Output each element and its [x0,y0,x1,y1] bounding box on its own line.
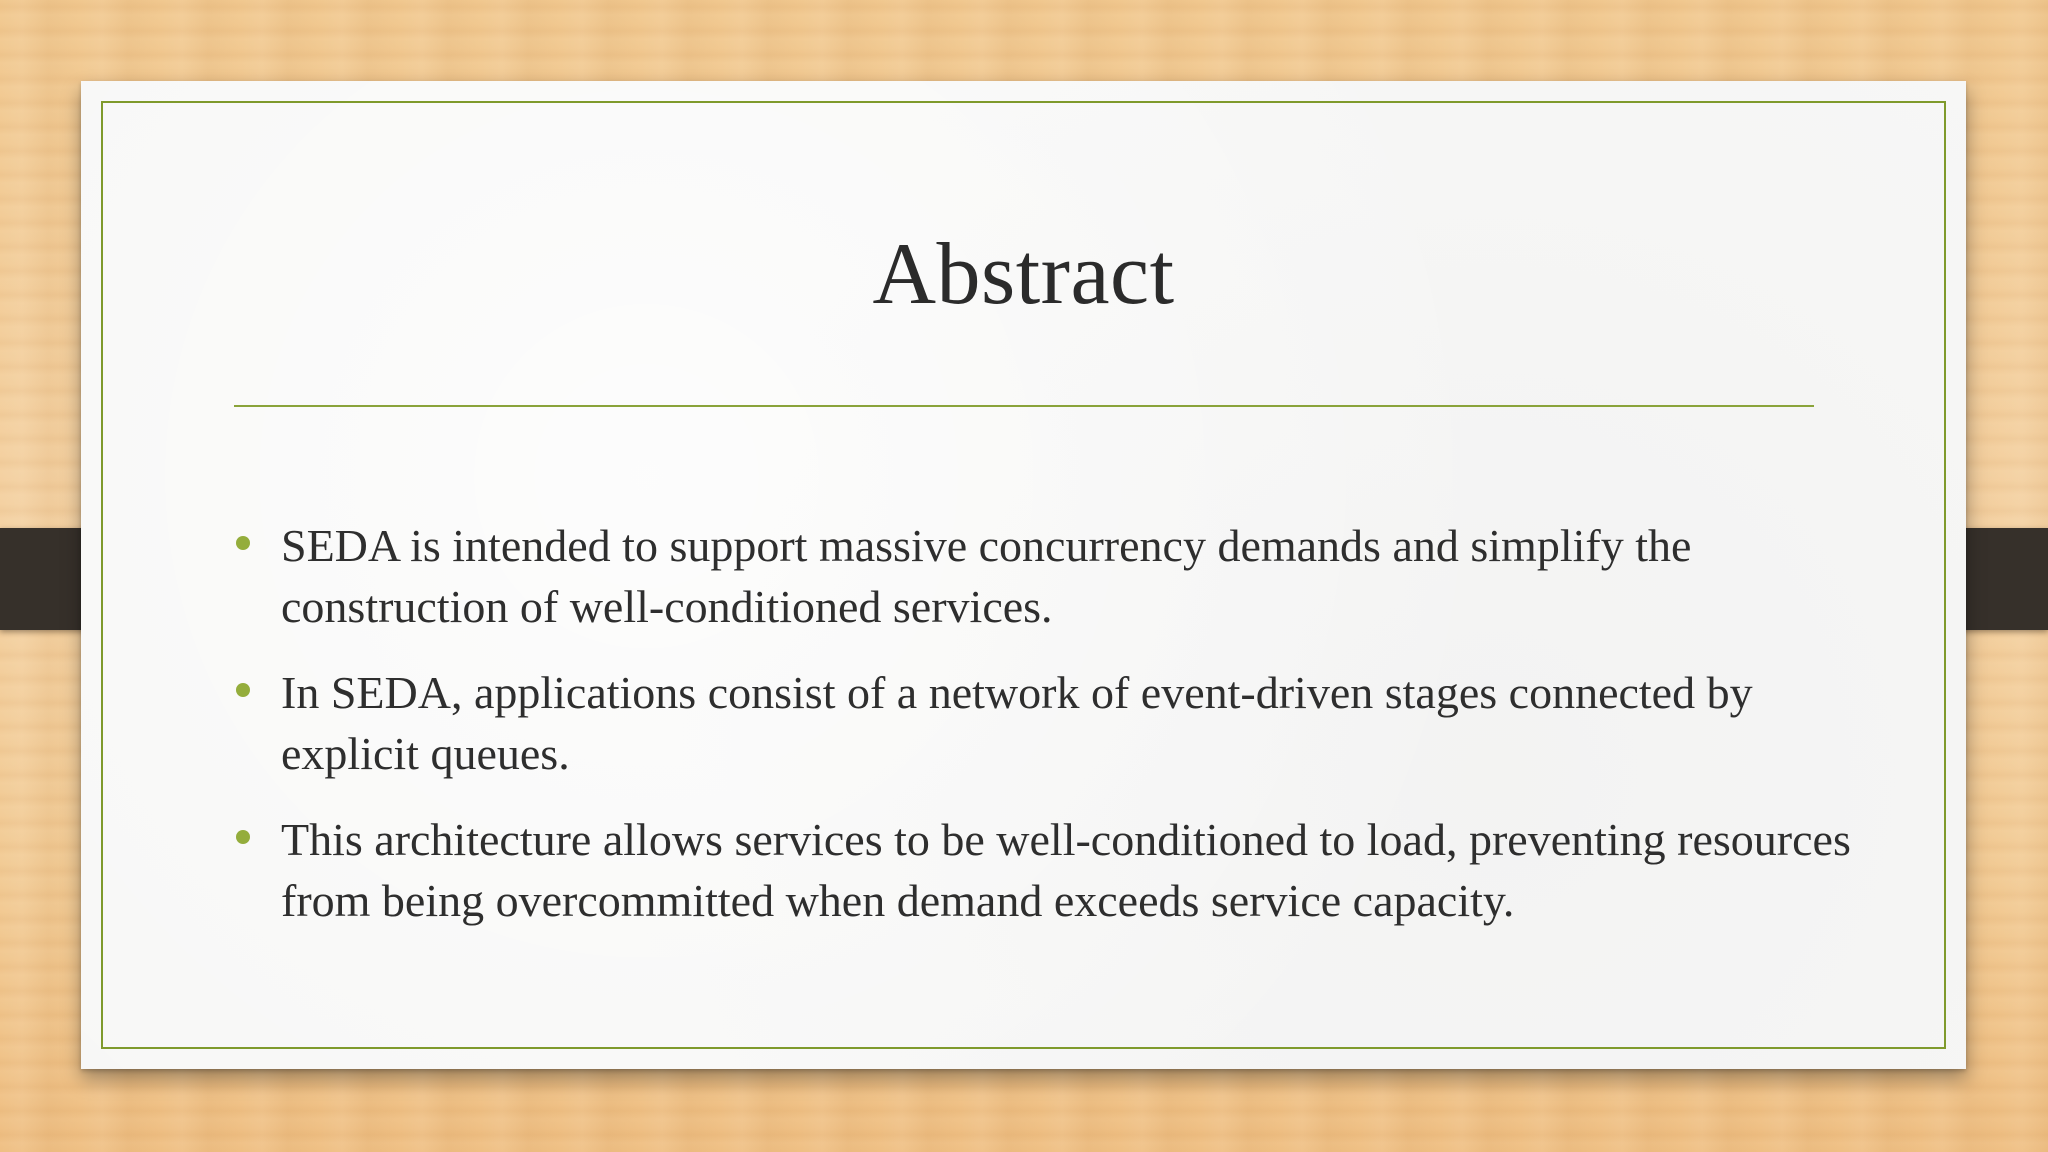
bullet-text: This architecture allows services to be well-conditioned to load, preventing resources from being overcommitted when demand exceeds service capacity. [281,814,1851,926]
bullet-dot-icon [236,536,250,550]
bullet-dot-icon [236,830,250,844]
bullet-text: SEDA is intended to support massive concurrency demands and simplify the construction of well-conditioned services. [281,520,1692,632]
bullet-item [234,809,1854,931]
bullet-dot-icon [236,683,250,697]
bullet-item [234,515,1854,637]
slide-title: Abstract [872,226,1175,323]
title-divider [234,405,1814,407]
bullet-text: In SEDA, applications consist of a network of event-driven stages connected by explicit queues. [281,667,1753,779]
slide-card [81,81,1966,1069]
bullet-item [234,662,1854,784]
bullet-list [234,515,1854,956]
